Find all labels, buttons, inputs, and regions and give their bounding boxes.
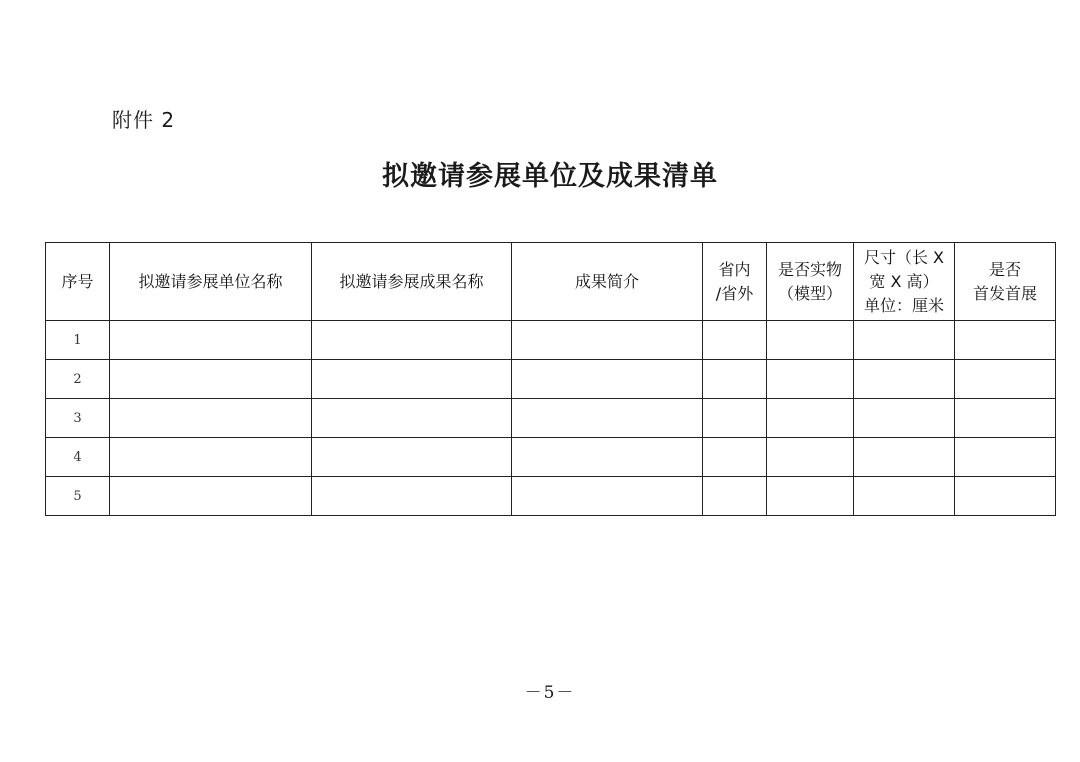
achievement-name-cell — [312, 477, 512, 516]
physical-cell — [767, 321, 854, 360]
unit-name-cell — [110, 438, 312, 477]
table-row — [46, 321, 1056, 360]
summary-cell — [512, 438, 703, 477]
header-seq: 序号 — [46, 243, 110, 321]
debut-cell — [955, 321, 1056, 360]
debut-cell — [955, 399, 1056, 438]
unit-name-cell — [110, 360, 312, 399]
table-row — [46, 360, 1056, 399]
row-number: 2 — [46, 360, 110, 399]
row-number: 4 — [46, 438, 110, 477]
header-physical-line-2: （模型） — [777, 283, 842, 303]
province-cell — [703, 360, 767, 399]
physical-cell — [767, 438, 854, 477]
header-debut — [955, 243, 1056, 321]
table-row — [46, 399, 1056, 438]
table-row — [46, 477, 1056, 516]
size-cell — [854, 360, 955, 399]
size-cell — [854, 321, 955, 360]
province-cell — [703, 399, 767, 438]
debut-cell — [955, 477, 1056, 516]
achievement-list-table — [45, 242, 1056, 516]
debut-cell — [955, 360, 1056, 399]
physical-cell — [767, 477, 854, 516]
achievement-name-cell — [312, 399, 512, 438]
province-cell — [703, 321, 767, 360]
attachment-label: 附件 2 — [112, 108, 176, 132]
achievement-name-cell — [312, 321, 512, 360]
row-number: 1 — [46, 321, 110, 360]
achievement-name-cell — [312, 438, 512, 477]
achievement-name-cell — [312, 360, 512, 399]
header-province — [703, 243, 767, 321]
size-cell — [854, 399, 955, 438]
unit-name-cell — [110, 321, 312, 360]
header-row — [46, 243, 1056, 321]
header-achievement-name: 拟邀请参展成果名称 — [312, 243, 512, 321]
debut-cell — [955, 438, 1056, 477]
size-cell — [854, 477, 955, 516]
page-number: －5－ — [524, 683, 576, 703]
size-cell — [854, 438, 955, 477]
document-title: 拟邀请参展单位及成果清单 — [382, 161, 718, 192]
header-unit-name: 拟邀请参展单位名称 — [110, 243, 312, 321]
header-size — [854, 243, 955, 321]
header-province-line-2: /省外 — [715, 283, 754, 303]
header-summary: 成果简介 — [512, 243, 703, 321]
province-cell — [703, 477, 767, 516]
header-size-line-2: 宽 X 高） — [869, 271, 939, 291]
row-number: 3 — [46, 399, 110, 438]
summary-cell — [512, 477, 703, 516]
header-physical-line-1: 是否实物 — [777, 259, 842, 279]
summary-cell — [512, 321, 703, 360]
header-debut-line-2: 首发首展 — [972, 283, 1037, 303]
province-cell — [703, 438, 767, 477]
header-province-line-1: 省内 — [718, 259, 751, 279]
header-size-line-1: 尺寸（长 X — [863, 247, 945, 267]
header-size-line-3: 单位：厘米 — [863, 295, 944, 315]
physical-cell — [767, 399, 854, 438]
header-physical — [767, 243, 854, 321]
table-row — [46, 438, 1056, 477]
header-debut-line-1: 是否 — [988, 259, 1021, 279]
summary-cell — [512, 399, 703, 438]
unit-name-cell — [110, 399, 312, 438]
summary-cell — [512, 360, 703, 399]
physical-cell — [767, 360, 854, 399]
row-number: 5 — [46, 477, 110, 516]
unit-name-cell — [110, 477, 312, 516]
